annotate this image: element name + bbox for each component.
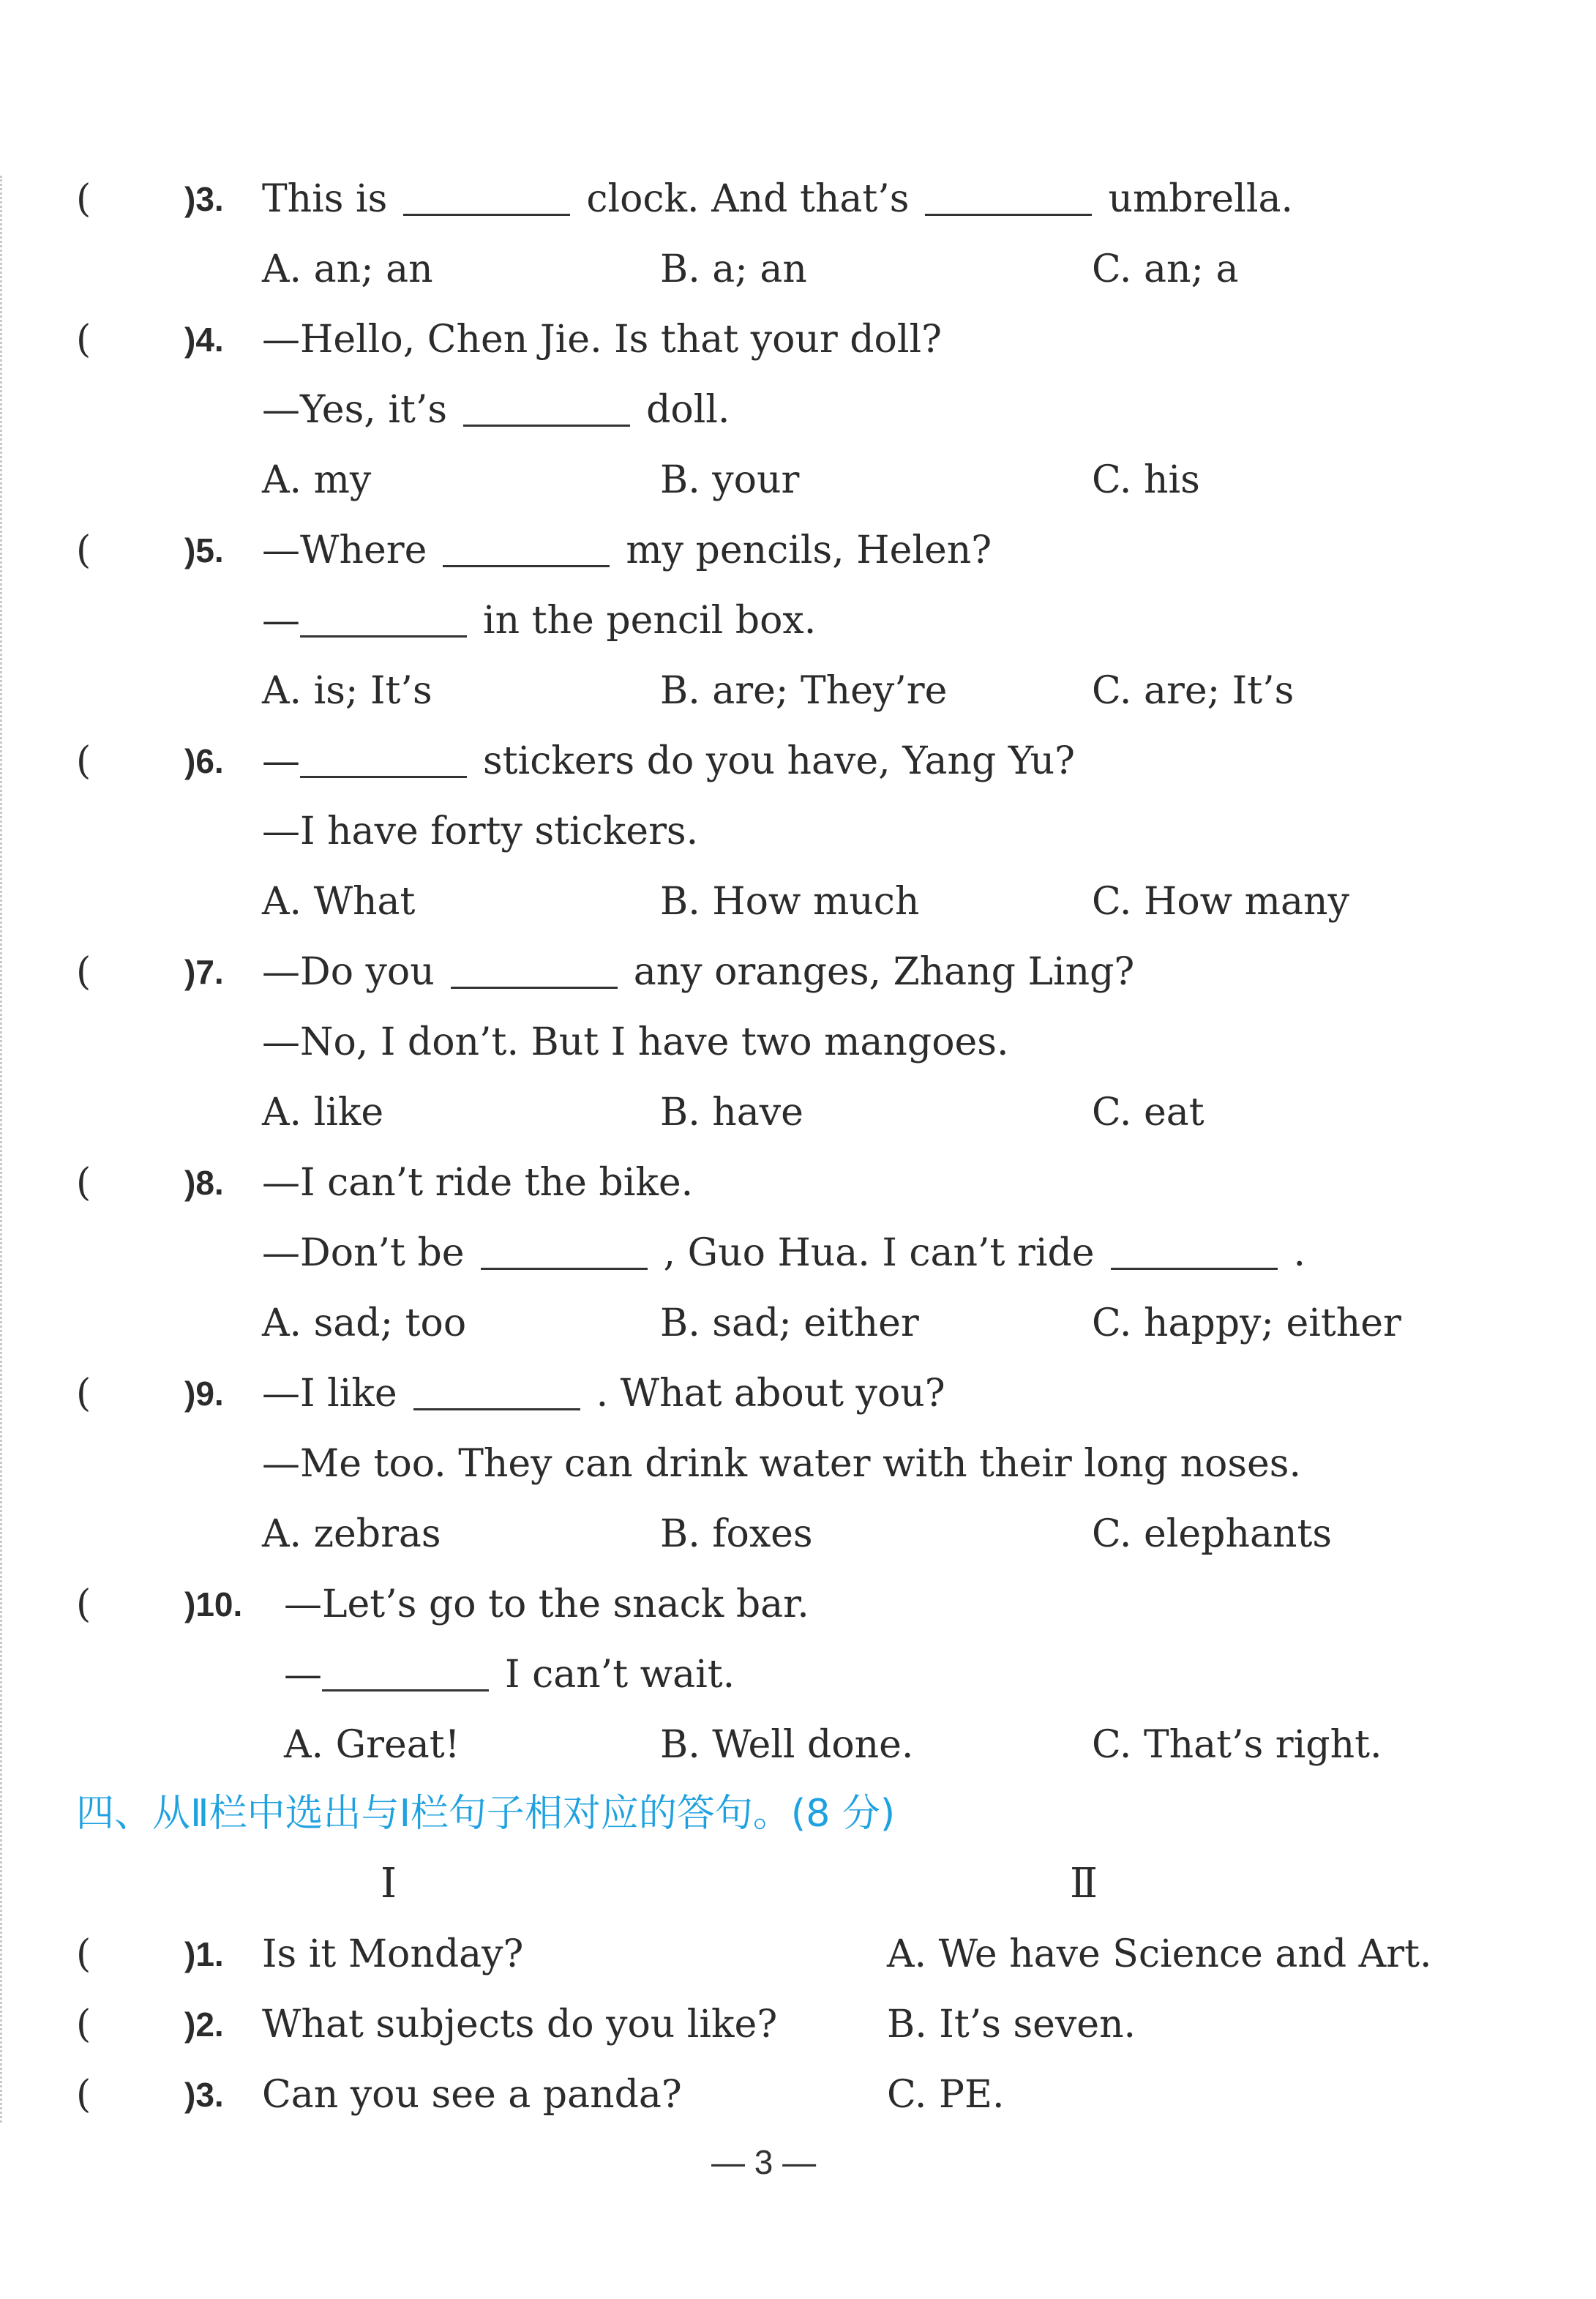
option-a: A. an; an bbox=[262, 247, 433, 291]
option-b: B. Well done. bbox=[660, 1723, 914, 1767]
option-b: B. are; They’re bbox=[660, 669, 948, 713]
option-a: A. sad; too bbox=[262, 1301, 467, 1345]
question-line-1: —Do you any oranges, Zhang Ling? bbox=[262, 950, 1135, 994]
question-number: )9. bbox=[184, 1375, 224, 1413]
option-a: A. is; It’s bbox=[262, 669, 432, 713]
answer-paren: ( bbox=[76, 177, 91, 221]
section-4-heading: 四、从Ⅱ栏中选出与Ⅰ栏句子相对应的答句。(8 分) bbox=[76, 1792, 896, 1836]
option-c: C. happy; either bbox=[1092, 1301, 1401, 1345]
question-line-2: — I can’t wait. bbox=[284, 1653, 735, 1697]
match-question: Is it Monday? bbox=[262, 1932, 524, 1976]
question-line-2: —Don’t be , Guo Hua. I can’t ride . bbox=[262, 1231, 1306, 1275]
question-number: )3. bbox=[184, 2076, 224, 2114]
option-a: A. What bbox=[262, 880, 416, 924]
answer-blank[interactable] bbox=[451, 953, 618, 989]
option-a: A. like bbox=[262, 1091, 384, 1134]
option-c: C. How many bbox=[1092, 880, 1349, 924]
option-b: B. have bbox=[660, 1091, 803, 1134]
answer-blank[interactable] bbox=[463, 391, 630, 427]
answer-blank[interactable] bbox=[925, 180, 1092, 216]
match-answer: A. We have Science and Art. bbox=[887, 1932, 1432, 1976]
answer-paren: ( bbox=[76, 1372, 91, 1416]
question-number: )5. bbox=[184, 531, 224, 569]
option-c: C. an; a bbox=[1092, 247, 1239, 291]
answer-paren: ( bbox=[76, 1582, 91, 1626]
question-number: )2. bbox=[184, 2005, 224, 2044]
question-line-1: —I like . What about you? bbox=[262, 1372, 945, 1416]
page-number: — 3 — bbox=[711, 2143, 817, 2181]
question-line-2: —Yes, it’s doll. bbox=[262, 388, 730, 432]
question-number: )3. bbox=[184, 180, 224, 218]
answer-paren: ( bbox=[76, 318, 91, 362]
question-line-1: —Let’s go to the snack bar. bbox=[284, 1582, 809, 1626]
match-question: Can you see a panda? bbox=[262, 2073, 682, 2117]
answer-blank[interactable] bbox=[403, 180, 570, 216]
question-number: )1. bbox=[184, 1935, 224, 1973]
question-line-1: —Where my pencils, Helen? bbox=[262, 528, 992, 572]
answer-paren: ( bbox=[76, 950, 91, 994]
answer-paren: ( bbox=[76, 739, 91, 783]
page-margin-rule bbox=[0, 176, 2, 2123]
option-b: B. your bbox=[660, 458, 800, 502]
option-b: B. How much bbox=[660, 880, 920, 924]
question-line-1: — stickers do you have, Yang Yu? bbox=[262, 739, 1075, 783]
answer-blank[interactable] bbox=[481, 1234, 648, 1270]
question-line-2: —Me too. They can drink water with their long noses. bbox=[262, 1442, 1302, 1486]
match-answer: B. It’s seven. bbox=[887, 2003, 1136, 2046]
column-1-header: Ⅰ bbox=[381, 1860, 397, 1907]
option-b: B. a; an bbox=[660, 247, 807, 291]
question-number: )8. bbox=[184, 1164, 224, 1202]
question-number: )4. bbox=[184, 321, 224, 359]
option-b: B. sad; either bbox=[660, 1301, 919, 1345]
answer-blank[interactable] bbox=[413, 1375, 580, 1410]
answer-paren: ( bbox=[76, 1161, 91, 1205]
option-c: C. That’s right. bbox=[1092, 1723, 1382, 1767]
match-question: What subjects do you like? bbox=[262, 2003, 778, 2046]
option-b: B. foxes bbox=[660, 1512, 813, 1556]
option-c: C. eat bbox=[1092, 1091, 1205, 1134]
answer-blank[interactable] bbox=[300, 602, 467, 638]
question-number: )6. bbox=[184, 742, 224, 780]
question-number: )7. bbox=[184, 953, 224, 991]
answer-paren: ( bbox=[76, 528, 91, 572]
answer-blank[interactable] bbox=[1111, 1234, 1278, 1270]
answer-paren: ( bbox=[76, 2003, 91, 2046]
answer-paren: ( bbox=[76, 2073, 91, 2117]
answer-blank[interactable] bbox=[300, 742, 467, 778]
option-a: A. zebras bbox=[262, 1512, 441, 1556]
question-line-1: —I can’t ride the bike. bbox=[262, 1161, 694, 1205]
question-line-2: — in the pencil box. bbox=[262, 599, 817, 643]
question-number: )10. bbox=[184, 1585, 243, 1623]
answer-blank[interactable] bbox=[443, 531, 610, 567]
match-answer: C. PE. bbox=[887, 2073, 1005, 2117]
question-stem: This is clock. And that’s umbrella. bbox=[262, 177, 1293, 221]
option-a: A. my bbox=[262, 458, 372, 502]
option-c: C. are; It’s bbox=[1092, 669, 1295, 713]
answer-paren: ( bbox=[76, 1932, 91, 1976]
question-line-2: —No, I don’t. But I have two mangoes. bbox=[262, 1020, 1009, 1064]
question-line-2: —I have forty stickers. bbox=[262, 810, 699, 853]
option-c: C. elephants bbox=[1092, 1512, 1333, 1556]
option-c: C. his bbox=[1092, 458, 1200, 502]
option-a: A. Great! bbox=[284, 1723, 460, 1767]
question-line-1: —Hello, Chen Jie. Is that your doll? bbox=[262, 318, 942, 362]
column-2-header: Ⅱ bbox=[1070, 1860, 1098, 1907]
answer-blank[interactable] bbox=[322, 1656, 489, 1691]
